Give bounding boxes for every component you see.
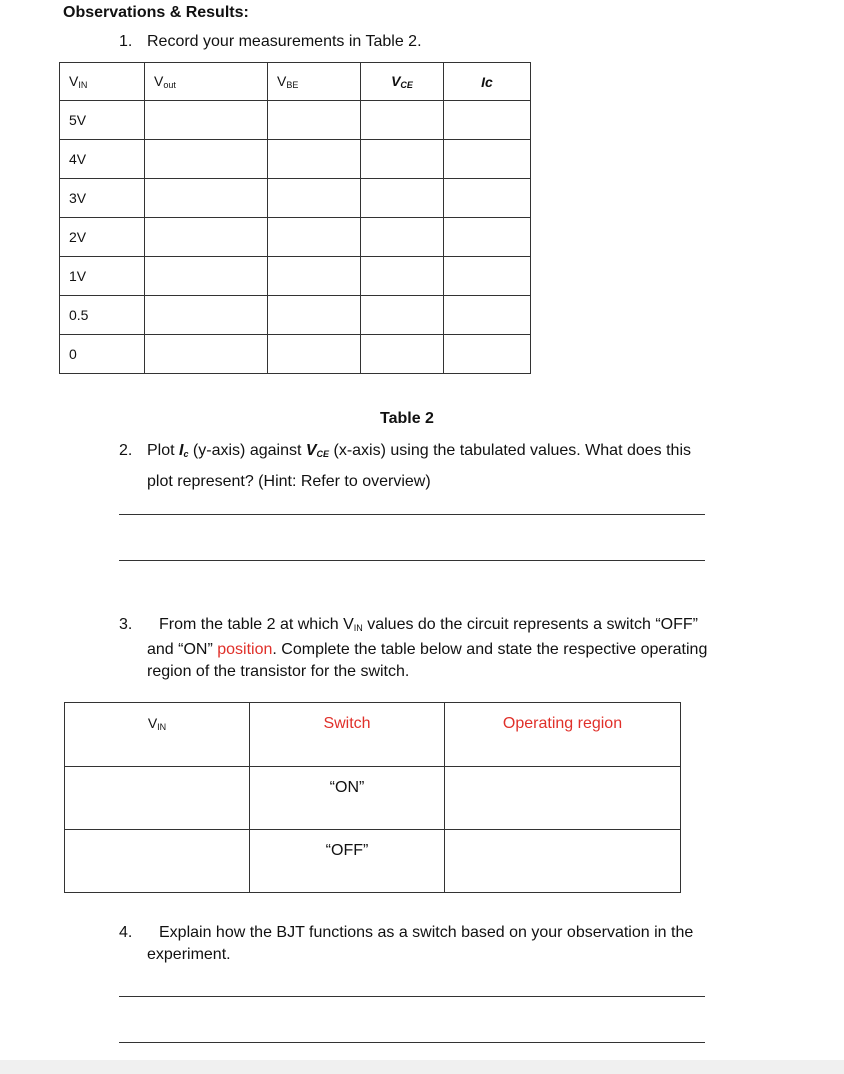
header-ic: Ic [444,63,531,101]
item-number: 1. [119,33,133,50]
table-row [60,101,531,140]
question-4: 4. Explain how the BJT functions as a switch based on your observation in the experiment. [119,924,694,963]
item-number: 4. [119,924,133,941]
ic-cell[interactable] [444,179,531,218]
vce-cell[interactable] [361,257,444,296]
table-caption: Table 2 [380,410,434,427]
item-number: 2. [119,442,133,459]
ic-cell[interactable] [444,140,531,179]
vin-cell[interactable] [65,767,250,830]
header-vbe: $V_{BE}$ [268,63,361,101]
vin-cell: 5V [60,101,145,140]
highlight-word: position [217,641,273,658]
region-cell[interactable] [445,830,681,893]
answer-line[interactable] [119,560,705,561]
vce-cell[interactable] [361,218,444,257]
vce-cell[interactable] [361,296,444,335]
vin-cell: 1V [60,257,145,296]
header-vout: $V_{out}$ [145,63,268,101]
ic-cell[interactable] [444,218,531,257]
vce-cell[interactable] [361,140,444,179]
header-operating-region: Operating region [445,703,681,767]
table-row [60,335,531,374]
vout-cell[interactable] [145,296,268,335]
page-bottom-edge [0,1060,844,1074]
vout-cell[interactable] [145,140,268,179]
question-2: 2. Plot $I_c$ (y-axis) against $V_{CE}$ (x-axis) using the tabulated values. What does this plot represent? (Hint: Refer to overview) [119,437,759,495]
switch-state: “OFF” [250,830,445,893]
vout-cell[interactable] [145,179,268,218]
vin-cell: 3V [60,179,145,218]
header-vin: $V_{IN}$ [65,703,250,767]
vce-cell[interactable] [361,335,444,374]
region-cell[interactable] [445,767,681,830]
item-number: 3. [119,616,133,633]
ic-cell[interactable] [444,101,531,140]
ic-cell[interactable] [444,335,531,374]
vbe-cell[interactable] [268,140,361,179]
vbe-cell[interactable] [268,101,361,140]
table-row [65,767,681,830]
switch-table [64,702,681,893]
answer-line[interactable] [119,996,705,997]
vin-cell: 0 [60,335,145,374]
vbe-cell[interactable] [268,179,361,218]
vout-cell[interactable] [145,257,268,296]
vout-cell[interactable] [145,335,268,374]
vbe-cell[interactable] [268,296,361,335]
answer-line[interactable] [119,514,705,515]
table-row [60,257,531,296]
section-heading: Observations & Results: [63,4,249,21]
table-row [60,140,531,179]
table-row [60,218,531,257]
vin-cell: 4V [60,140,145,179]
ic-cell[interactable] [444,257,531,296]
switch-state: “ON” [250,767,445,830]
vbe-cell[interactable] [268,335,361,374]
vin-cell: 0.5 [60,296,145,335]
measurements-table [59,62,531,374]
vout-cell[interactable] [145,218,268,257]
table-row [60,296,531,335]
header-vin: $V_{IN}$ [60,63,145,101]
instruction-text: Record your measurements in Table 2. [147,33,422,50]
vbe-cell[interactable] [268,218,361,257]
vce-cell[interactable] [361,179,444,218]
vce-cell[interactable] [361,101,444,140]
table-row [65,830,681,893]
vout-cell[interactable] [145,101,268,140]
table-row [60,179,531,218]
answer-line[interactable] [119,1042,705,1043]
question-3: 3. From the table 2 at which $V_{IN}$ values do the circuit represents a switch “OFF” and “ON” position. Complete the table below and state the respective operating region of the transistor for the switch. [119,616,708,680]
header-vce: $V_{CE}$ [361,63,444,101]
ic-cell[interactable] [444,296,531,335]
vbe-cell[interactable] [268,257,361,296]
instruction-1 [119,33,422,51]
vin-cell[interactable] [65,830,250,893]
vin-cell: 2V [60,218,145,257]
header-switch: Switch [250,703,445,767]
